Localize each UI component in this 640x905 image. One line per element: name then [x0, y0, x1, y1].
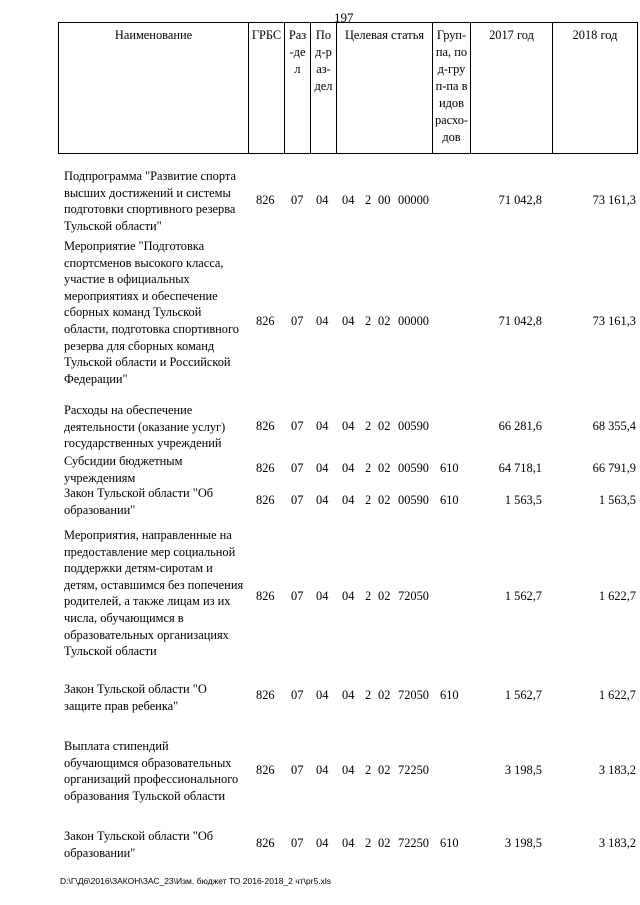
row-2018: 1 622,7 — [598, 589, 636, 603]
row-target-subprogram: 2 — [365, 836, 372, 850]
row-target-event: 02 — [378, 314, 391, 328]
header-2017: 2017 год — [470, 22, 552, 154]
row-2017: 64 718,1 — [498, 461, 542, 475]
header-razdel — [284, 22, 310, 154]
row-target-program: 04 — [342, 589, 355, 603]
row-grbs: 826 — [256, 193, 275, 207]
row-grbs: 826 — [256, 763, 275, 777]
row-2017: 1 562,7 — [504, 589, 542, 603]
header-group-text: Груп-па, под-груп-па видов расхо-дов — [434, 28, 469, 144]
row-target-direction: 72250 — [398, 836, 429, 850]
row-2017: 71 042,8 — [498, 314, 542, 328]
row-podrazdel: 04 — [316, 836, 329, 850]
row-target-direction: 00590 — [398, 461, 429, 475]
row-name: Мероприятия, направленные на предоставление мер социальной поддержки детям-сиротам и детям, оставшимся без попечения родителей, а также лицам из их числа, обучающимся в образовательных организациях Тульской области — [64, 528, 244, 659]
row-2017: 3 198,5 — [504, 763, 542, 777]
row-target-direction: 72250 — [398, 763, 429, 777]
row-name: Мероприятие "Подготовка спортсменов высокого класса, участие в официальных мероприятиях и обеспечение сборных команд Тульской области, подготовка спортивного резерва для сборных команд Тульской области и Российской Федерации" — [64, 239, 239, 386]
row-podrazdel: 04 — [316, 493, 329, 507]
row-podrazdel: 04 — [316, 763, 329, 777]
row-target-subprogram: 2 — [365, 589, 372, 603]
row-2018: 73 161,3 — [592, 314, 636, 328]
row-razdel: 07 — [291, 419, 304, 433]
row-razdel: 07 — [291, 493, 304, 507]
row-target-event: 02 — [378, 836, 391, 850]
row-group: 610 — [440, 836, 459, 850]
row-2018: 66 791,9 — [592, 461, 636, 475]
row-target-program: 04 — [342, 688, 355, 702]
row-podrazdel: 04 — [316, 419, 329, 433]
header-grbs: ГРБС — [248, 22, 284, 154]
row-target-event: 02 — [378, 688, 391, 702]
row-grbs: 826 — [256, 493, 275, 507]
table-header — [58, 22, 638, 154]
row-name: Закон Тульской области "Об образовании" — [64, 829, 214, 860]
row-target-subprogram: 2 — [365, 493, 372, 507]
row-podrazdel: 04 — [316, 193, 329, 207]
header-razdel-text: Раз-дел — [288, 28, 307, 76]
row-razdel: 07 — [291, 688, 304, 702]
row-grbs: 826 — [256, 419, 275, 433]
row-target-direction: 00000 — [398, 314, 429, 328]
row-2017: 1 563,5 — [504, 493, 542, 507]
header-name: Наименование — [58, 22, 248, 154]
row-podrazdel: 04 — [316, 589, 329, 603]
row-grbs: 826 — [256, 589, 275, 603]
row-name: Выплата стипендий обучающимся образовательных организаций профессионального образования Тульской области — [64, 739, 239, 803]
row-podrazdel: 04 — [316, 461, 329, 475]
row-2017: 66 281,6 — [498, 419, 542, 433]
row-group: 610 — [440, 461, 459, 475]
row-target-subprogram: 2 — [365, 314, 372, 328]
row-target-program: 04 — [342, 419, 355, 433]
row-name: Закон Тульской области "Об образовании" — [64, 486, 214, 517]
row-2017: 71 042,8 — [498, 193, 542, 207]
row-target-subprogram: 2 — [365, 193, 372, 207]
header-podrazdel-text: Под-раз-дел — [314, 28, 333, 93]
row-razdel: 07 — [291, 836, 304, 850]
row-name: Подпрограмма "Развитие спорта высших достижений и системы подготовки спортивного резерва Тульской области" — [64, 169, 236, 233]
row-2017: 1 562,7 — [504, 688, 542, 702]
row-razdel: 07 — [291, 589, 304, 603]
row-podrazdel: 04 — [316, 314, 329, 328]
row-target-program: 04 — [342, 763, 355, 777]
row-grbs: 826 — [256, 836, 275, 850]
row-2018: 1 622,7 — [598, 688, 636, 702]
row-target-subprogram: 2 — [365, 763, 372, 777]
row-target-event: 02 — [378, 493, 391, 507]
row-razdel: 07 — [291, 314, 304, 328]
row-razdel: 07 — [291, 193, 304, 207]
row-target-program: 04 — [342, 493, 355, 507]
row-group: 610 — [440, 493, 459, 507]
header-2018: 2018 год — [552, 22, 638, 154]
row-2018: 3 183,2 — [598, 836, 636, 850]
row-target-direction: 00590 — [398, 493, 429, 507]
row-target-direction: 72050 — [398, 589, 429, 603]
row-2018: 1 563,5 — [598, 493, 636, 507]
row-group: 610 — [440, 688, 459, 702]
row-target-direction: 00000 — [398, 193, 429, 207]
row-target-subprogram: 2 — [365, 419, 372, 433]
row-target-event: 02 — [378, 763, 391, 777]
row-name: Расходы на обеспечение деятельности (оказание услуг) государственных учреждений — [64, 403, 226, 451]
row-2017: 3 198,5 — [504, 836, 542, 850]
file-path-footer: D:\Г\Д6\2016\ЗАКОН\ЗАС_23\Изм. бюджет ТО 2016-2018_2 чт\pr5.xls — [60, 876, 331, 886]
row-grbs: 826 — [256, 461, 275, 475]
header-target: Целевая статья — [336, 22, 432, 154]
row-target-event: 00 — [378, 193, 391, 207]
row-target-direction: 72050 — [398, 688, 429, 702]
row-2018: 3 183,2 — [598, 763, 636, 777]
row-target-program: 04 — [342, 836, 355, 850]
row-grbs: 826 — [256, 688, 275, 702]
row-name: Субсидии бюджетным учреждениям — [64, 454, 183, 485]
row-target-direction: 00590 — [398, 419, 429, 433]
row-target-event: 02 — [378, 419, 391, 433]
row-target-program: 04 — [342, 193, 355, 207]
page-number: 197 — [334, 10, 354, 25]
row-2018: 68 355,4 — [592, 419, 636, 433]
row-target-subprogram: 2 — [365, 688, 372, 702]
row-target-program: 04 — [342, 314, 355, 328]
row-podrazdel: 04 — [316, 688, 329, 702]
row-grbs: 826 — [256, 314, 275, 328]
header-group — [432, 22, 470, 154]
header-podrazdel — [310, 22, 336, 154]
row-name: Закон Тульской области "О защите прав ребенка" — [64, 682, 207, 713]
row-razdel: 07 — [291, 461, 304, 475]
row-target-event: 02 — [378, 589, 391, 603]
row-target-event: 02 — [378, 461, 391, 475]
row-razdel: 07 — [291, 763, 304, 777]
row-2018: 73 161,3 — [592, 193, 636, 207]
row-target-subprogram: 2 — [365, 461, 372, 475]
row-target-program: 04 — [342, 461, 355, 475]
